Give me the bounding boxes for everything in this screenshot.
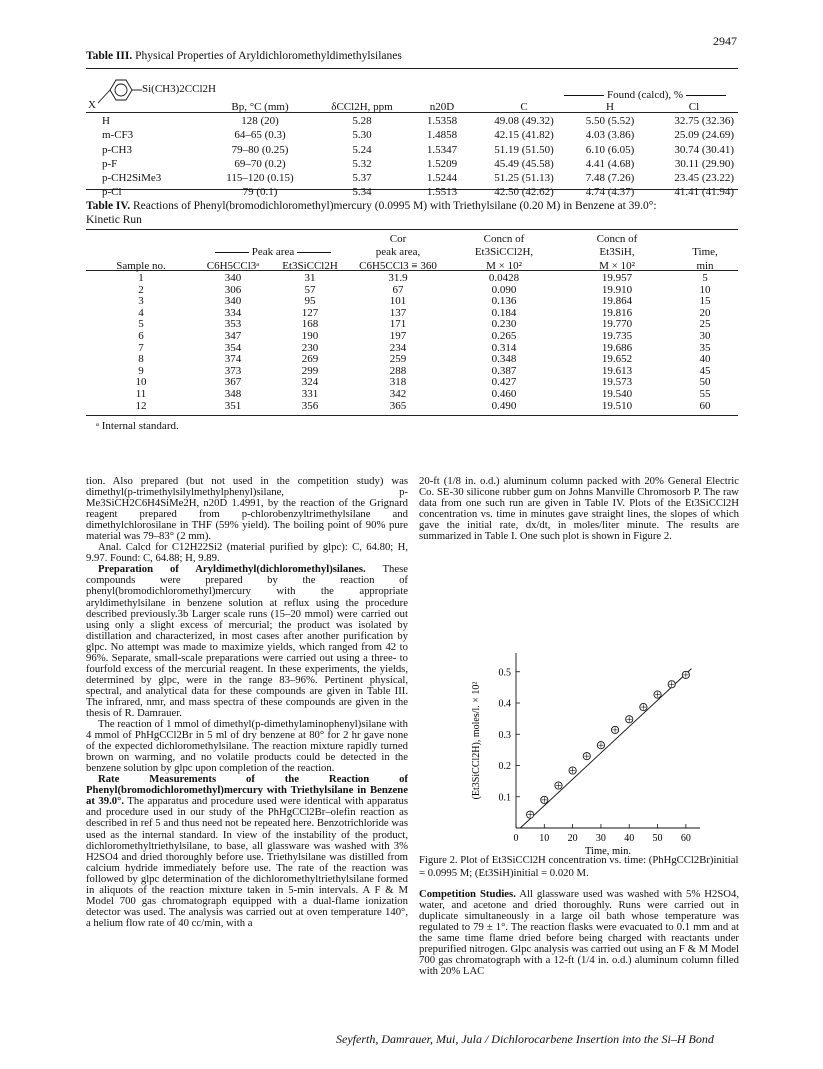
h-concn2-3: M × 10² (599, 259, 635, 272)
table4-row (86, 296, 738, 308)
h-concn-2: Et3SiCCl2H, (474, 246, 534, 259)
page-number: 2947 (713, 34, 737, 48)
table3-cell: 5.37 (352, 172, 372, 185)
competition-title: Competition Studies. (419, 888, 516, 900)
table4-cell: 137 (389, 306, 407, 319)
table3-cell: 64–65 (0.3) (234, 129, 286, 142)
table4-cell: 0.460 (491, 387, 517, 400)
table4-cell: 9 (138, 364, 144, 377)
table4-cell: 19.957 (601, 272, 633, 284)
x-tick-label: 40 (624, 833, 635, 844)
table4-cell: 354 (224, 341, 242, 354)
table4-cell: 259 (389, 353, 407, 366)
table4-cell: 25 (699, 318, 711, 331)
table3-cell: 5.34 (352, 186, 372, 199)
table4-cell: 6 (138, 329, 144, 342)
table3-cell: 5.24 (352, 143, 372, 156)
table4-body (86, 273, 738, 412)
table4-row (86, 285, 738, 297)
h-peak-1: C6H5CCl3ᵃ (206, 259, 260, 272)
structure-x-label: X (88, 99, 96, 111)
table3-cell: p-F (102, 157, 118, 170)
table3-cell: 25.09 (24.69) (674, 129, 734, 142)
table4-row (86, 354, 738, 366)
table4-cell: 0.0428 (488, 272, 520, 284)
table4-cell: 57 (304, 283, 316, 296)
y-tick-label: 0.3 (498, 729, 511, 741)
table4-cell: 168 (301, 318, 319, 331)
table4-cell: 348 (224, 387, 242, 400)
col-shift: δCCl2H, ppm (331, 101, 393, 113)
table4-cell: 353 (224, 318, 242, 331)
table4-cell: 19.770 (601, 318, 633, 331)
table4-cell: 19.735 (601, 329, 633, 342)
figure-2-chart (430, 648, 730, 857)
table4-cell: 7 (138, 341, 144, 354)
table4-cell: 19.816 (601, 306, 633, 319)
table4-cell: 340 (224, 272, 242, 284)
table3-cell: p-CH2SiMe3 (102, 172, 162, 185)
h-sample: Sample no. (116, 259, 166, 272)
table4-cell: 10 (135, 376, 147, 389)
y-tick-label: 0.2 (498, 761, 511, 772)
table4-cell: 19.540 (601, 387, 633, 400)
table4-row (86, 343, 738, 355)
x-tick-label: 50 (652, 833, 663, 844)
x-tick-label: 0 (513, 833, 519, 844)
table4-cell: 288 (389, 364, 407, 377)
table4-cell: 234 (389, 341, 407, 354)
figure-2-caption: Figure 2. Plot of Et3SiCCl2H concentration vs. time: (PhHgCCl2Br)initial = 0.0995 M; (Et3SiH)initial = 0.020 M. (419, 854, 739, 879)
table4-cell: 20 (699, 306, 711, 319)
table4-cell: 4 (138, 306, 144, 319)
table4-cell: 55 (699, 387, 711, 400)
table3-cell: 69–70 (0.2) (234, 157, 286, 170)
table3-row (86, 157, 738, 171)
table4-cell: 60 (699, 399, 711, 412)
h-cor-3: C6H5CCl3 ≡ 360 (359, 259, 437, 272)
table4-title-2: Kinetic Run (86, 214, 142, 226)
table3-cell: 30.11 (29.90) (674, 157, 734, 170)
table4-cell: 8 (138, 353, 144, 366)
table3-cell: 51.25 (51.13) (494, 172, 554, 185)
table3-cell: 51.19 (51.50) (494, 143, 554, 156)
table3-cell: m-CF3 (102, 129, 134, 142)
table3-cell: 4.74 (4.37) (585, 186, 635, 199)
h-cor-2: peak area, (375, 246, 421, 259)
col-bp: Bp, °C (mm) (231, 101, 289, 113)
table4-cell: 101 (389, 295, 407, 308)
table4-cell: 0.427 (491, 376, 517, 389)
table4-cell: 40 (699, 353, 711, 366)
table4-cell: 0.265 (491, 329, 517, 342)
table4-bottom-rule (86, 415, 738, 416)
table3-row (86, 143, 738, 157)
table4-row (86, 401, 738, 413)
table3-cell: 49.08 (49.32) (494, 115, 554, 127)
h-concn2-2: Et3SiH, (599, 246, 635, 259)
table3-cell: 45.49 (45.58) (494, 157, 554, 170)
table4-cell: 15 (699, 295, 711, 308)
h-peak-2: Et3SiCCl2H (282, 259, 338, 272)
found-calcd-header: Found (calcd), % (564, 89, 726, 101)
table4-cell: 197 (389, 329, 407, 342)
table4-header (86, 233, 738, 273)
table4-cell: 5 (138, 318, 144, 331)
table3-cell: 79 (0.1) (242, 186, 278, 199)
peak-area-header: Peak area (196, 246, 350, 259)
table4-cell: 230 (301, 341, 319, 354)
table3-cell: 5.32 (352, 157, 372, 170)
table3-row (86, 128, 738, 142)
table4-cell: 347 (224, 329, 242, 342)
table3-row (86, 114, 738, 128)
table3-cell: 5.50 (5.52) (585, 115, 635, 127)
table4-cell: 0.230 (491, 318, 517, 331)
table3-cell: 7.48 (7.26) (585, 172, 635, 185)
table4-cell: 0.348 (491, 353, 517, 366)
table3-cell: 6.10 (6.05) (585, 143, 635, 156)
competition-paragraph (419, 889, 739, 977)
para-l2: Anal. Calcd for C12H22Si2 (material purified by glpc): C, 64.80; H, 9.97. Found: C, 64.88; H, 9.89. (86, 541, 408, 565)
table4-cell: 127 (301, 306, 319, 319)
table4-cell: 19.652 (601, 353, 633, 366)
table4-row (86, 331, 738, 343)
table4-cell: 1 (138, 272, 144, 284)
table3-cell: 115–120 (0.15) (226, 172, 294, 185)
table4-cell: 19.864 (601, 295, 633, 308)
table4-cell: 356 (301, 399, 319, 412)
col-refractive: n20D (429, 101, 455, 113)
table4-cell: 5 (702, 272, 708, 284)
table4-header-rule (86, 270, 738, 271)
h-cor-1: Cor (389, 233, 407, 245)
table4-cell: 12 (135, 399, 147, 412)
table4-row (86, 273, 738, 285)
table4-top-rule (86, 229, 738, 230)
table3-cell: 1.5513 (426, 186, 458, 199)
y-tick-label: 0.1 (498, 792, 511, 804)
table3-cell: 1.4858 (426, 129, 458, 142)
left-column (86, 476, 408, 929)
table4-cell: 299 (301, 364, 319, 377)
competition-text: All glassware used was washed with 5% H2SO4, water, and acetone and dried thoroughly. Runs were carried out in duplicate simultaneously in a large oil bath whose temperature was regulated to 79 ± 1°. The reaction flasks were evacuated to 0.1 mm and at the same time flame dried before being charged with reactants under prepurified nitrogen. Glpc analysis was carried out using an F & M Model 700 gas chromatograph with a 12-ft (1/4 in. o.d.) aluminum column filled with 20% LAC (419, 888, 739, 978)
table3-cell: 5.28 (352, 115, 372, 127)
table3-cell: 1.5209 (426, 157, 458, 170)
x-tick-label: 10 (539, 833, 550, 844)
table4-cell: 45 (699, 364, 711, 377)
table4-cell: 19.613 (601, 364, 633, 377)
structure-group-label: Si(CH3)2CCl2H (142, 83, 216, 95)
table4-label: Table IV. (86, 200, 131, 212)
table4-cell: 3 (138, 295, 144, 308)
table4-cell: 0.490 (491, 399, 517, 412)
table4-cell: 171 (389, 318, 407, 331)
table4-footnote: ᵃ Internal standard. (96, 420, 179, 432)
table4-cell: 19.573 (601, 376, 633, 389)
table3-cell: 32.75 (32.36) (674, 115, 734, 127)
table4-cell: 342 (389, 387, 407, 400)
col-h: H (606, 101, 614, 113)
table4-row (86, 389, 738, 401)
table3-cell: 5.30 (352, 129, 372, 142)
h-concn-3: M × 10² (486, 259, 522, 272)
x-tick-label: 20 (567, 833, 578, 844)
col-c: C (520, 101, 528, 113)
h-concn-1: Concn of (483, 233, 525, 245)
para-l5: Rate Measurements of the Reaction of Phenyl(bromodichloromethyl)mercury with Triethylsilane in Benzene at 39.0°. The apparatus and procedure used were identical with apparatus and procedure used in our study of the PhHgCCl2Br–olefin reaction as described in ref 5 and thus need not be repeated here. Benzotrichloride was used as the internal standard. In view of the instability of the product, dichloromethyltriethylsilane, to base, all glassware was washed with 3% H2SO4 and dried thoroughly before use. Triethylsilane was distilled from calcium hydride immediately before use. The rate of the reaction was followed by glpc determination of the dichloromethyltriethylsilane formed in aliquots of the reaction mixture taken in 5-min intervals. A F & M Model 700 gas chromatograph equipped with a dual-flame ionization detector was used. The analysis was carried out at oven temperature 140°, a helium flow rate of 40 cc/min, with a (86, 773, 409, 929)
table4-cell: 367 (224, 376, 242, 389)
x-tick-label: 30 (595, 833, 606, 844)
fit-line (520, 669, 691, 828)
table4-cell: 351 (224, 399, 242, 412)
para-l3: Preparation of Aryldimethyl(dichloromethyl)silanes. These compounds were prepared by the reaction of phenyl(bromodichloromethyl)mercury with the appropriate aryldimethylsilane in benzene solution at reflux using the procedure described previously.3b Larger scale runs (15–20 mmol) were carried out using only a slight excess of mercurial; the product was isolated by distillation and characterized, in most cases after another purification by glpc. No attempt was made to maximize yields, which ranged from 42 to 96%. Separate, small-scale preparations were carried out using a three- to fourfold excess of the mercurial reagent. In these experiments, the yields, determined by glpc, were in the range 83–96%. Pertinent physical, spectral, and analytical data for these compounds are given in Table III. The infrared, nmr, and mass spectra of these compounds are given in the thesis of R. Damrauer. (86, 563, 408, 719)
table4-cell: 334 (224, 306, 242, 319)
table4-cell: 306 (224, 283, 242, 296)
table3-cell: 30.74 (30.41) (674, 143, 734, 156)
h-concn2-1: Concn of (596, 233, 638, 245)
table4-cell: 95 (304, 295, 316, 308)
table4-row (86, 377, 738, 389)
table4-cell: 67 (392, 283, 404, 296)
table3-bottom-rule (86, 189, 738, 190)
table3-cell: 1.5358 (426, 115, 458, 127)
y-tick-label: 0.5 (498, 667, 511, 679)
table3-cell: 79–80 (0.25) (231, 143, 289, 156)
table4-cell: 0.314 (491, 341, 517, 354)
table4-cell: 0.090 (491, 283, 517, 296)
h-time-2: min (696, 259, 714, 272)
table4-cell: 31 (304, 272, 316, 284)
table4-cell: 374 (224, 353, 242, 366)
table3-cell: 4.03 (3.86) (585, 129, 635, 142)
table3-cell: 1.5244 (426, 172, 458, 185)
table3-cell: 1.5347 (426, 143, 458, 156)
table4-cell: 35 (699, 341, 711, 354)
table4-cell: 2 (138, 283, 144, 296)
table4-cell: 30 (699, 329, 711, 342)
table4-caption (86, 199, 746, 227)
table4-cell: 340 (224, 295, 242, 308)
table4-cell: 331 (301, 387, 319, 400)
table4-row (86, 366, 738, 378)
table4-row (86, 308, 738, 320)
table4-cell: 0.136 (491, 295, 517, 308)
table4-cell: 19.910 (601, 283, 633, 296)
table4-cell: 11 (135, 387, 147, 400)
table3-cell: H (102, 115, 110, 127)
table4-cell: 10 (699, 283, 711, 296)
table4-cell: 324 (301, 376, 319, 389)
table3-row (86, 185, 738, 199)
table3-cell: p-CH3 (102, 143, 132, 156)
right-column (419, 476, 739, 542)
table3-cell: 42.15 (41.82) (494, 129, 554, 142)
table4-cell: 0.387 (491, 364, 517, 377)
y-axis-label: (Et3SiCCl2H), moles/l. × 10² (471, 681, 482, 800)
para-r1: 20-ft (1/8 in. o.d.) aluminum column packed with 20% General Electric Co. SE-30 silicone rubber gum on Johns Manville Chromosorb P. The raw data from one such run are given in Table IV. Plots of the Et3SiCCl2H concentration vs. time in minutes gave straight lines, the slopes of which gave the initial rate, dx/dt, in moles/liter minute. The results are summarized in Table I. One such plot is shown in Figure 2. (419, 475, 739, 543)
h-time-1: Time, (692, 246, 718, 259)
table3-cell: 23.45 (23.22) (674, 172, 734, 185)
table4-row (86, 319, 738, 331)
col-cl: Cl (688, 101, 700, 113)
table3-row (86, 171, 738, 185)
table4-cell: 269 (301, 353, 319, 366)
x-axis-label: Time, min. (585, 846, 631, 857)
table3-cell: p-Cl (102, 186, 122, 199)
table4-cell: 50 (699, 376, 711, 389)
table4-cell: 190 (301, 329, 319, 342)
table4-cell: 365 (389, 399, 407, 412)
table3-cell: 41.41 (41.94) (674, 186, 734, 199)
table3-label: Table III. (86, 50, 133, 62)
table3-cell: 42.50 (42.62) (494, 186, 554, 199)
x-tick-label: 60 (680, 833, 691, 844)
table4-cell: 31.9 (388, 272, 408, 284)
table3-cell: 128 (20) (241, 115, 279, 127)
table4-title: Reactions of Phenyl(bromodichloromethyl)mercury (0.0995 M) with Triethylsilane (0.20 M) in Benzene at 39.0°: (132, 200, 657, 212)
para-l4: The reaction of 1 mmol of dimethyl(p-dimethylaminophenyl)silane with 4 mmol of PhHgCCl2Br in 5 ml of dry benzene at 80° for 2 hr gave none of the expected dichloromethylsilane. The reaction mixture rapidly turned brown on warming, and no volatile products could be detected in the benzene solution by glpc upon completion of the reaction. (86, 718, 408, 775)
table3-top-rule (86, 68, 738, 69)
table3-header-rule (86, 112, 738, 113)
table3-caption (86, 49, 746, 63)
running-footer: Seyferth, Damrauer, Mui, Jula / Dichlorocarbene Insertion into the Si–H Bond (336, 1032, 714, 1046)
table4-cell: 0.184 (491, 306, 517, 319)
table4-cell: 373 (224, 364, 242, 377)
para-l1: tion. Also prepared (but not used in the competition study) was dimethyl(p-trimethylsilylmethylphenyl)silane, p-Me3SiCH2C6H4SiMe2H, n20D 1.4991, by the reaction of the Grignard reagent prepared from p-chlorobenzyltrimethylsilane and dimethylchlorosilane in THF (59% yield). The boiling point of 90% pure material was 79–83° (2 mm). (86, 475, 408, 543)
table3-cell: 4.41 (4.68) (585, 157, 635, 170)
y-tick-label: 0.4 (498, 698, 511, 710)
table4-cell: 318 (389, 376, 407, 389)
table3-title: Physical Properties of Aryldichloromethyldimethylsilanes (135, 50, 402, 62)
table4-cell: 19.510 (601, 399, 633, 412)
table3-body (86, 114, 738, 200)
table4-cell: 19.686 (601, 341, 633, 354)
